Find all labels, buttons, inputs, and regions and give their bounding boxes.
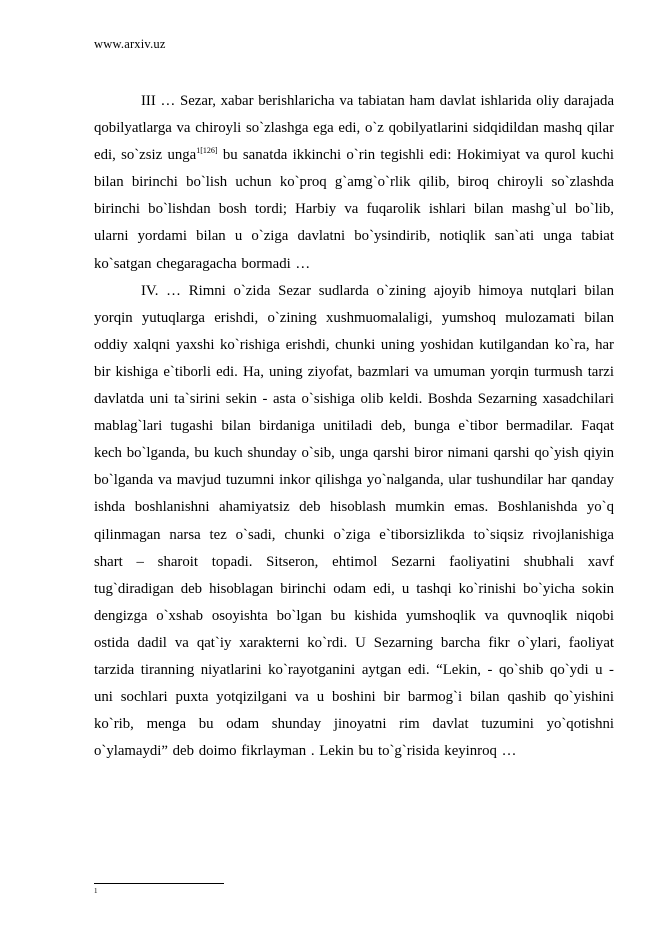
paragraph-iii-text: III … Sezar, xabar berishlaricha va tabiatan ham davlat ishlarida oliy darajada qobilyatlarga va chiroyli so`zlashga ega edi, o`z qobilyatlarini sidqidildan mashq qilar edi, so`zsiz unga — [94, 93, 615, 164]
footnote-separator — [94, 883, 224, 884]
footnote-reference[interactable]: 1[126] — [196, 146, 218, 156]
page-header-site: www.arxiv.uz — [94, 37, 166, 51]
paragraph-iii — [94, 88, 614, 278]
paragraph-iv: IV. … Rimni o`zida Sezar sudlarda o`zining ajoyib himoya nutqlari bilan yorqin yutuqlarga erishdi, o`zining xushmuomalaligi, yumshoq mulozamati bilan oddiy xalqni yaxshi ko`rishiga erishdi, chunki uning yoshidan kutilgandan ko`ra, har bir kishiga e`tiborli edi. Ha, uning ziyofat, bazmlari va umuman yorqin turmush tarzi davlatda uni ta`sirini sekin - asta o`sishiga olib keldi. Boshda Sezarning xasadchilari mablag`lari tugashi bilan birdaniga unitiladi deb, bunga e`tibor bermadilar. Faqat kech bo`lganda, bu kuch shunday o`sib, unga qarshi biror nimani qarshi qo`yish qiyin bo`lganda va mavjud tuzumni inkor qilishga yo`nalganda, ular tushundilar har qanday ishda boshlanishni ahamiyatsiz deb hisoblash mumkin emas. Boshlanishda yo`q qilinmagan narsa tez o`sadi, chunki o`ziga e`tiborsizlikda to`siqsiz rivojlanishiga shart – sharoit topadi. Sitseron, ehtimol Sezarni faoliyatini shubhali xavf tug`diradigan deb hisoblagan birinchi odam edi, u tashqi ko`rinishi bo`yicha sokin dengizga o`xshab osoyishta bo`lgan bu kishida yumshoqlik va quvnoqlik niqobi ostida dadil va qat`iy xarakterni ko`rdi. U Sezarning barcha fikr o`ylari, faoliyat tarzida tiranning niyatlarini ko`rayotganini aytgan edi. “Lekin, - qo`shib qo`ydi u - uni sochlari puxta yotqizilgani va u boshini bir barmog`i bilan qashib qo`yishini ko`rib, menga bu odam shunday jinoyatni rim davlat tuzumini yo`qotishni o`ylamaydi” deb doimo fikrlayman . Lekin bu to`g`risida keyinroq … — [94, 282, 614, 760]
document-body — [94, 88, 614, 765]
footnote-number: 1 — [94, 887, 98, 895]
paragraph-iii-continuation: bu sanatda ikkinchi o`rin tegishli edi: Hokimiyat va qurol kuchi bilan birinchi bo`lish uchun ko`proq g`amg`o`rlik qilib, biroq chiroyli so`zlashda birinchi bo`lishdan bosh tordi; Harbiy va fuqarolik ishlari bilan mashg`ul bo`lib, ularni yordami bilan u o`ziga davlatni bo`ysindirib, notiqlik san`ati unga tabiat ko`satgan chegaragacha bormadi … — [94, 147, 614, 272]
